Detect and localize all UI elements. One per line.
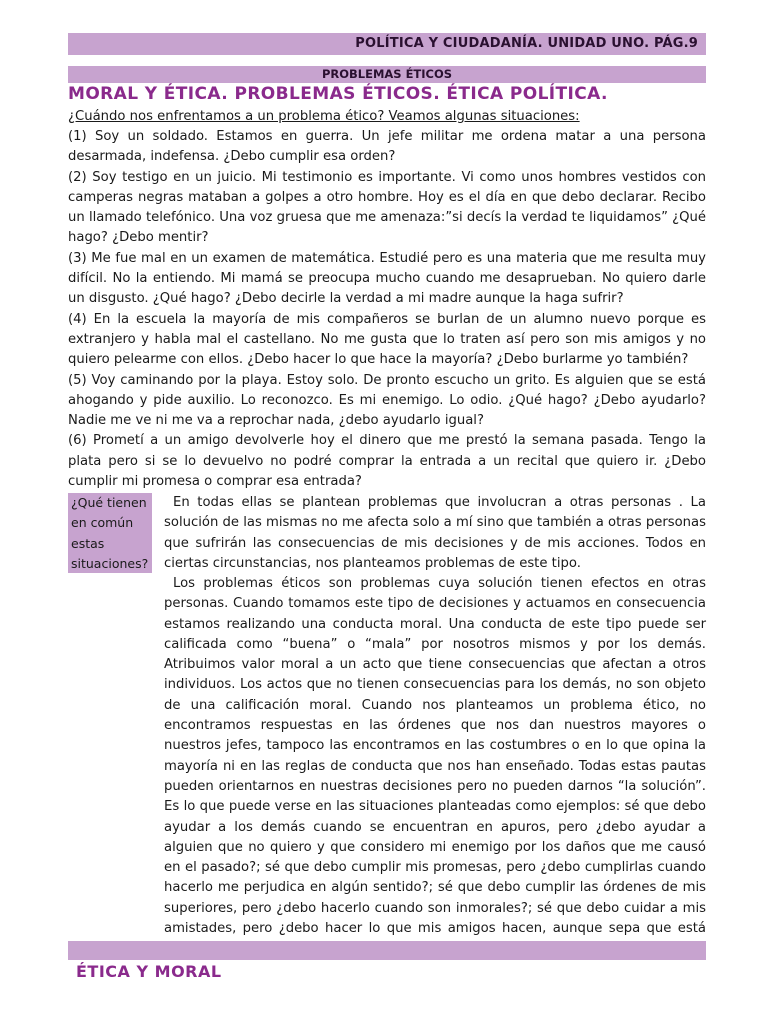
situation-item: (1) Soy un soldado. Estamos en guerra. Un jefe militar me ordena matar a una persona desarmada, indefensa. ¿Debo cumplir esa orden? bbox=[68, 129, 706, 165]
header-band bbox=[68, 33, 706, 55]
body-paragraph: Los problemas éticos son problemas cuya solución tienen efectos en otras personas. Cuando tomamos este tipo de decisiones y actuamos en consecuencia estamos realizando una conducta moral. Una conducta de este tipo puede ser calificada como “buena” o “mala” por nosotros mismos y por los demás. Atribuimos valor moral a un acto que tiene consecuencias que afectan a otros individuos. Los actos que no tienen consecuencias para los demás, no son objeto de una calificación moral. Cuando nos planteamos un problema ético, no encontramos respuestas en las órdenes que nos dan nuestros mayores o nuestros jefes, tampoco las encontramos en las costumbres o en lo que opina la mayoría ni en las reglas de conducta que nos han enseñado. Todas estas pautas pueden orientarnos en nuestras decisiones pero no pueden darnos “la solución”. Es lo que puede verse en las situaciones planteadas como ejemplos: sé que debo ayudar a los demás cuando se encuentran en apuros, pero ¿debo ayudar a alguien que no quiero y que considero mi enemigo por los daños que me causó en el pasado?; sé que debo cumplir mis promesas, pero ¿debo cumplirlas cuando hacerlo me perjudica en algún sentido?; sé que debo cumplir las órdenes de mis superiores, pero ¿debo hacerlo cuando son inmorales?; sé que debo cuidar a mis amistades, pero ¿debo hacer lo que mis amigos hacen, aunque sepa que está bbox=[164, 576, 706, 937]
situation-item: (5) Voy caminando por la playa. Estoy solo. De pronto escucho un grito. Es alguien que se está ahogando y pide auxilio. Lo reconozco. Es mi enemigo. Lo odio. ¿Qué hago? ¿Debo ayudarlo? Nadie me ve ni me va a reprochar nada, ¿debo ayudarlo igual? bbox=[68, 372, 706, 429]
situation-item: (2) Soy testigo en un juicio. Mi testimonio es importante. Vi como unos hombres vestidos con camperas negras mataban a golpes a otro hombre. Hoy es el día en que debo declarar. Recibo un llamado telefónico. Una voz gruesa que me amenaza:”si decís la verdad te liquidamos” ¿Qué hago? ¿Debo mentir? bbox=[68, 169, 706, 246]
section-label: PROBLEMAS ÉTICOS bbox=[321, 67, 453, 81]
footer-band bbox=[68, 941, 706, 960]
situations-list bbox=[68, 127, 706, 492]
footer-title: ÉTICA Y MORAL bbox=[76, 962, 222, 981]
intro-question: ¿Cuándo nos enfrentamos a un problema ético? Veamos algunas situaciones: bbox=[68, 109, 580, 124]
situation-item: (3) Me fue mal en un examen de matemática. Estudié pero es una materia que me resulta muy difícil. No la entiendo. Mi mamá se preocupa mucho cuando me desaprueban. No quiero darle un disgusto. ¿Qué hago? ¿Debo decirle la verdad a mi madre aunque la haga sufrir? bbox=[68, 250, 706, 307]
body-paragraph: En todas ellas se plantean problemas que involucran a otras personas . La solución de las mismas no me afecta solo a mí sino que también a otras personas que sufrirán las consecuencias de mis decisiones y de mis acciones. Todos en ciertas circunstancias, nos planteamos problemas de este tipo. bbox=[164, 495, 706, 571]
situation-item: (6) Prometí a un amigo devolverle hoy el dinero que me prestó la semana pasada. Tengo la plata pero si se lo devuelvo no podré comprar la entrada a un recital que quiero ir. ¿Debo cumplir mi promesa o comprar esa entrada? bbox=[68, 433, 706, 490]
situation-item: (4) En la escuela la mayoría de mis compañeros se burlan de un alumno nuevo porque es extranjero y habla mal el castellano. No me gusta que lo traten así pero son mis amigos y no quiero pelearme con ellos. ¿Debo hacer lo que hace la mayoría? ¿Debo burlarme yo también? bbox=[68, 311, 706, 368]
main-heading: MORAL Y ÉTICA. PROBLEMAS ÉTICOS. ÉTICA POLÍTICA. bbox=[68, 84, 608, 104]
section-band bbox=[68, 66, 706, 83]
side-note: ¿Qué tienen en común estas situaciones? bbox=[68, 493, 152, 573]
page-header-title: POLÍTICA Y CIUDADANÍA. UNIDAD UNO. PÁG.9 bbox=[355, 36, 698, 51]
